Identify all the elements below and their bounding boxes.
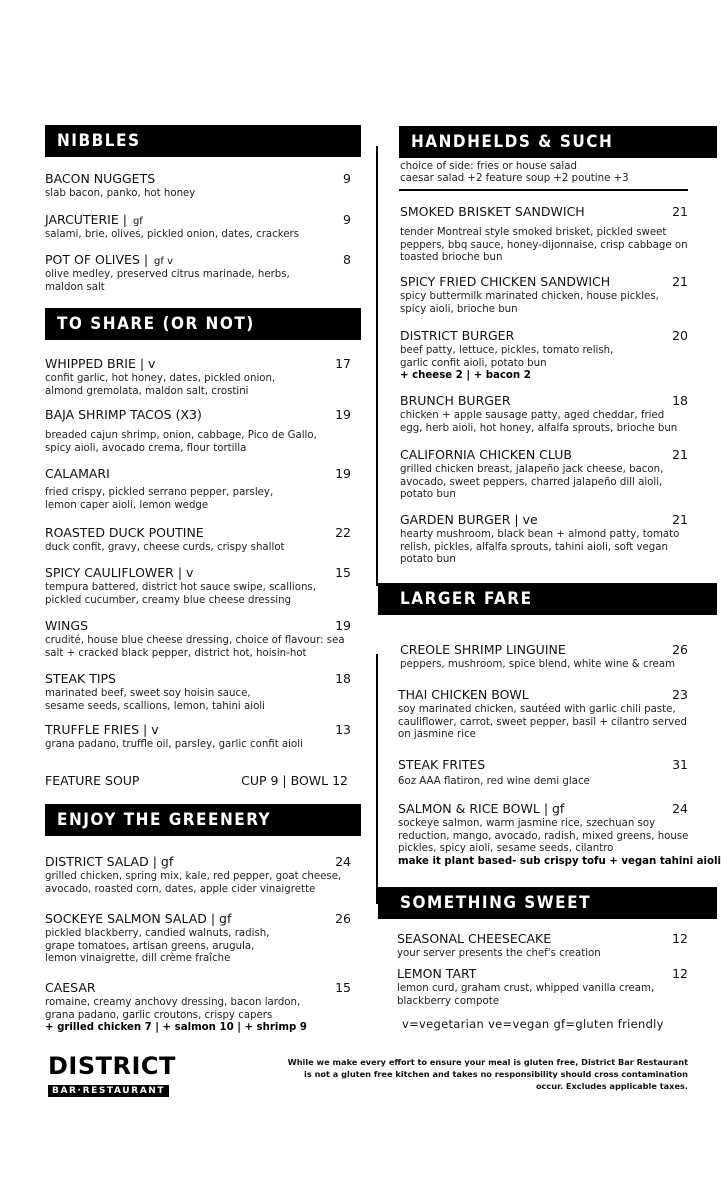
section-header-nibbles: NIBBLES [45, 125, 361, 157]
item-name: WHIPPED BRIE | v [45, 356, 156, 371]
item-desc: 6oz AAA flatiron, red wine demi glace [398, 776, 590, 787]
menu-item [45, 356, 351, 398]
menu-item [45, 854, 351, 896]
logo-wordmark: DISTRICT [48, 1052, 176, 1080]
item-desc: pickled blackberry, candied walnuts, radish, grape tomatoes, artisan greens, arugula, lemon vinaigrette, dill crème fraîche [45, 928, 270, 965]
menu-item [400, 328, 688, 383]
menu-item [45, 911, 351, 966]
item-desc: breaded cajun shrimp, onion, cabbage, Pico de Gallo, spicy aioli, avocado crema, flour tortilla [45, 430, 317, 454]
item-price: 23 [672, 687, 688, 702]
section-header-something-sweet: SOMETHING SWEET [378, 887, 717, 919]
item-price: 24 [335, 854, 351, 869]
menu-item [400, 204, 688, 265]
item-price: 26 [335, 911, 351, 926]
item-desc: marinated beef, sweet soy hoisin sauce, sesame seeds, scallions, lemon, tahini aioli [45, 688, 265, 712]
item-desc: crudité, house blue cheese dressing, choice of flavour: sea salt + cracked black pepper, district hot, hoisin-hot [45, 635, 345, 659]
item-name: DISTRICT BURGER [400, 328, 515, 343]
item-price: 18 [335, 671, 351, 686]
item-price: 26 [672, 642, 688, 657]
divider [399, 189, 688, 191]
menu-item [45, 565, 351, 607]
item-price: 31 [672, 757, 688, 772]
item-name: BRUNCH BURGER [400, 393, 511, 408]
item-name: ROASTED DUCK POUTINE [45, 525, 204, 540]
item-name: SPICY FRIED CHICKEN SANDWICH [400, 274, 611, 289]
section-header-share: TO SHARE (OR NOT) [45, 308, 361, 340]
item-desc: spicy buttermilk marinated chicken, house pickles, spicy aioli, brioche bun [400, 291, 659, 315]
menu-item [45, 980, 351, 1035]
item-desc: peppers, mushroom, spice blend, white wine & cream [400, 659, 675, 670]
menu-item [400, 642, 688, 672]
item-price: 20 [672, 328, 688, 343]
item-price: 24 [672, 801, 688, 816]
item-name: STEAK TIPS [45, 671, 116, 686]
menu-item [45, 466, 351, 512]
item-name: DISTRICT SALAD | gf [45, 854, 174, 869]
side-note-line: caesar salad +2 feature soup +2 poutine +3 [400, 173, 629, 184]
item-price: 9 [343, 212, 351, 227]
item-price: 9 [343, 171, 351, 186]
item-price: 21 [672, 512, 688, 527]
item-price: 19 [335, 618, 351, 633]
item-name: BACON NUGGETS [45, 171, 156, 186]
item-name: SPICY CAULIFLOWER | v [45, 565, 194, 580]
item-price: 15 [335, 565, 351, 580]
item-desc: lemon curd, graham crust, whipped vanilla cream, blackberry compote [397, 983, 655, 1007]
item-name: SALMON & RICE BOWL | gf [398, 801, 565, 816]
item-desc: grilled chicken, spring mix, kale, red pepper, goat cheese, avocado, roasted corn, dates, apple cider vinaigrette [45, 871, 342, 895]
diet-tag: gf v [154, 256, 174, 267]
menu-item [400, 447, 688, 502]
item-desc: tender Montreal style smoked brisket, pickled sweet peppers, bbq sauce, honey-dijonnaise, crisp cabbage on toasted brioche bun [400, 227, 688, 264]
section-header-greenery: ENJOY THE GREENERY [45, 804, 361, 836]
diet-tag: gf [132, 216, 143, 227]
item-price: 12 [672, 931, 688, 946]
item-name: JARCUTERIE | gf [45, 212, 143, 227]
column-rule [376, 654, 378, 904]
item-name: STEAK FRITES [398, 757, 486, 772]
item-desc: fried crispy, pickled serrano pepper, parsley, lemon caper aioli, lemon wedge [45, 487, 274, 511]
item-price: 21 [672, 204, 688, 219]
item-desc: grilled chicken breast, jalapeño jack cheese, bacon, avocado, sweet peppers, charred jalapeño dill aioli, potato bun [400, 464, 664, 501]
item-price: 15 [335, 980, 351, 995]
item-name: GARDEN BURGER | ve [400, 512, 538, 527]
item-desc: romaine, creamy anchovy dressing, bacon lardon, grana padano, garlic croutons, crispy capers [45, 997, 301, 1021]
menu-item [45, 212, 351, 242]
item-price: 22 [335, 525, 351, 540]
column-rule [376, 146, 378, 586]
item-name: CALAMARI [45, 466, 110, 481]
item-name: TRUFFLE FRIES | v [45, 722, 159, 737]
item-name: POT OF OLIVES | gf v [45, 252, 174, 267]
section-header-handhelds: HANDHELDS & SUCH [399, 126, 717, 158]
item-name: LEMON TART [397, 966, 477, 981]
logo-tagline: BAR·RESTAURANT [48, 1085, 169, 1097]
gluten-disclaimer: While we make every effort to ensure your meal is gluten free, District Bar Restaurant is not a gluten free kitchen and takes no responsibility should cross contamination occur. Excludes applicable taxes. [287, 1057, 688, 1091]
menu-item [400, 512, 688, 567]
item-name: FEATURE SOUP [45, 773, 140, 788]
item-price: CUP 9 | BOWL 12 [241, 773, 348, 788]
menu-item [45, 525, 351, 555]
item-name: CALIFORNIA CHICKEN CLUB [400, 447, 572, 462]
menu-item [397, 966, 688, 1008]
menu-item [45, 171, 351, 201]
item-desc: tempura battered, district hot sauce swipe, scallions, pickled cucumber, creamy blue cheese dressing [45, 582, 316, 606]
menu-item [45, 407, 351, 455]
menu-item [398, 687, 688, 742]
item-desc: duck confit, gravy, cheese curds, crispy shallot [45, 542, 285, 553]
item-name: WINGS [45, 618, 89, 633]
item-name: SMOKED BRISKET SANDWICH [400, 204, 585, 219]
item-desc: olive medley, preserved citrus marinade, herbs, maldon salt [45, 269, 290, 293]
item-desc: chicken + apple sausage patty, aged cheddar, fried egg, herb aioli, hot honey, alfalfa sprouts, brioche bun [400, 410, 678, 434]
item-desc: your server presents the chef's creation [397, 948, 601, 959]
item-price: 18 [672, 393, 688, 408]
item-price: 21 [672, 274, 688, 289]
item-addons: + grilled chicken 7 | + salmon 10 | + shrimp 9 [45, 1022, 307, 1034]
item-price: 21 [672, 447, 688, 462]
menu-item [45, 252, 351, 294]
dietary-legend: v=vegetarian ve=vegan gf=gluten friendly [402, 1017, 664, 1031]
item-price: 8 [343, 252, 351, 267]
menu-item [45, 618, 351, 660]
item-price: 19 [335, 407, 351, 422]
item-price: 17 [335, 356, 351, 371]
item-desc: soy marinated chicken, sautéed with garlic chili paste, cauliflower, carrot, sweet pepper, basil + cilantro served on jasmine rice [398, 704, 688, 741]
item-desc: slab bacon, panko, hot honey [45, 188, 196, 199]
item-name: CREOLE SHRIMP LINGUINE [400, 642, 566, 657]
side-note-line: choice of side: fries or house salad [400, 161, 577, 172]
item-price: 13 [335, 722, 351, 737]
district-logo [48, 1054, 176, 1097]
item-name: CAESAR [45, 980, 96, 995]
menu-item [397, 931, 688, 961]
item-desc: grana padano, truffle oil, parsley, garlic confit aioli [45, 739, 303, 750]
item-desc: sockeye salmon, warm jasmine rice, szechuan soy reduction, mango, avocado, radish, mixed greens, house pickles, spicy aioli, sesame seeds, cilantro [398, 818, 689, 855]
item-price: 12 [672, 966, 688, 981]
menu-item [398, 801, 721, 868]
menu-item [45, 722, 351, 752]
side-choice-note [400, 161, 690, 185]
section-header-larger-fare: LARGER FARE [378, 583, 717, 615]
menu-item [45, 671, 351, 713]
item-name: SOCKEYE SALMON SALAD | gf [45, 911, 232, 926]
item-desc: hearty mushroom, black bean + almond patty, tomato relish, pickles, alfalfa sprouts, tahini aioli, soft vegan potato bun [400, 529, 680, 566]
item-name: SEASONAL CHEESECAKE [397, 931, 552, 946]
item-price: 19 [335, 466, 351, 481]
item-desc: salami, brie, olives, pickled onion, dates, crackers [45, 229, 300, 240]
item-addons: make it plant based- sub crispy tofu + vegan tahini aioli [398, 855, 721, 867]
item-addons: + cheese 2 | + bacon 2 [400, 370, 531, 382]
menu-item [400, 393, 688, 435]
menu-item [400, 274, 688, 316]
item-desc: confit garlic, hot honey, dates, pickled onion, almond gremolata, maldon salt, crostini [45, 373, 276, 397]
item-desc: beef patty, lettuce, pickles, tomato relish, garlic confit aioli, potato bun [400, 345, 614, 369]
item-name: THAI CHICKEN BOWL [398, 687, 529, 702]
menu-item [398, 757, 688, 789]
item-name: BAJA SHRIMP TACOS (X3) [45, 407, 202, 422]
menu-item [45, 773, 348, 788]
